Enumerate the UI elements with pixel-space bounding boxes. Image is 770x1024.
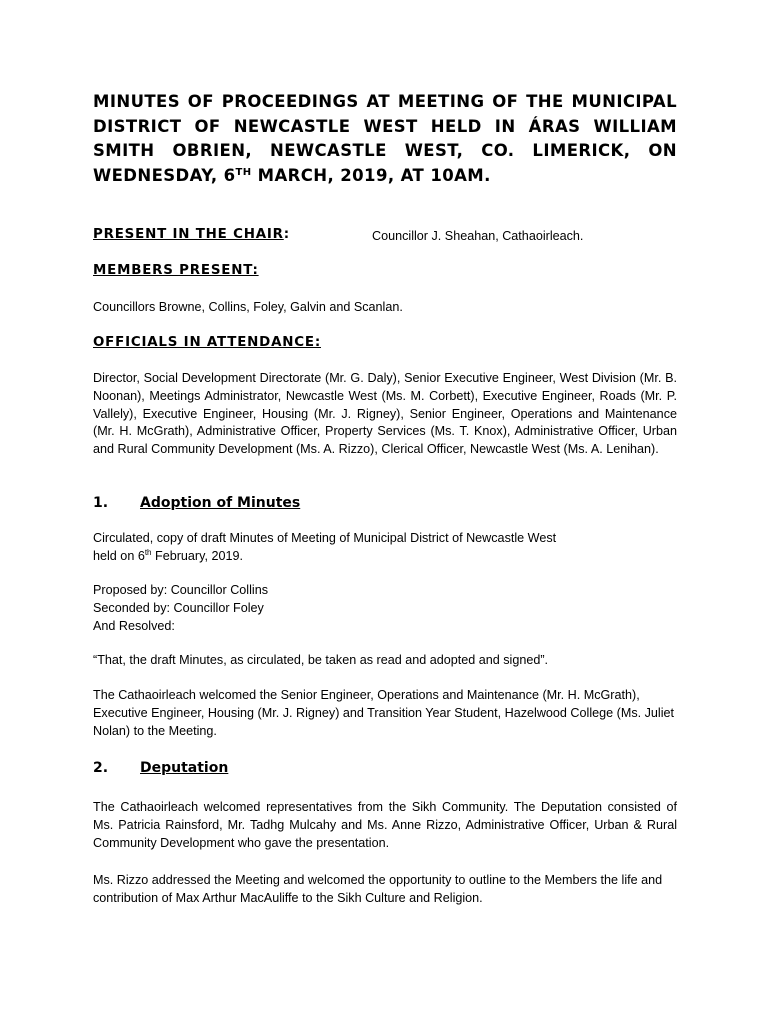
minutes-page <box>93 90 677 905</box>
welcome-text: The Cathaoirleach welcomed the Senior Engineer, Operations and Maintenance (Mr. H. McGrath), Executive Engineer, Housing (Mr. J. Rigney) and Transition Year Student, Hazelwood College (Ms. Juliet Nolan) to the Meeting. <box>93 688 675 738</box>
chair-row: PRESENT IN THE CHAIR: <box>93 227 290 242</box>
section2-heading <box>93 760 228 776</box>
officials-heading: OFFICIALS IN ATTENDANCE: <box>93 335 321 350</box>
officials-text: Director, Social Development Directorate (Mr. G. Daly), Senior Executive Engineer, West Division (Mr. B. Noonan), Meetings Administrator, Newcastle West (Ms. M. Corbett), Executive Engineer, Roads (Mr. P. Vallely), Executive Engineer, Housing (Mr. J. Rigney), Senior Engineer, Operations and Maintenance (Mr. H. McGrath), Administrative Officer, Property Services (Ms. T. Knox), Administrative Officer, Urban and Rural Community Development (Ms. A. Rizzo), Clerical Officer, Newcastle West (Ms. A. Lenihan). <box>93 371 677 457</box>
section2-number: 2. <box>93 760 109 776</box>
section2-title: Deputation <box>140 760 229 776</box>
section1-heading <box>93 495 300 511</box>
deputation-para-1: The Cathaoirleach welcomed representatives from the Sikh Community. The Deputation consisted of Ms. Patricia Rainsford, Mr. Tadhg Mulcahy and Ms. Anne Rizzo, Administrative Officer, Urban & Rural Community Development who gave the presentation. <box>93 800 677 850</box>
and-resolved: And Resolved: <box>93 618 175 633</box>
chair-value: Councillor J. Sheahan, Cathaoirleach. <box>372 229 584 243</box>
proposed-by: Proposed by: Councillor Collins <box>93 583 268 597</box>
chair-heading: PRESENT IN THE CHAIR <box>93 227 284 242</box>
members-text: Councillors Browne, Collins, Foley, Galvin and Scanlan. <box>93 300 403 314</box>
resolution-quote: “That, the draft Minutes, as circulated, be taken as read and adopted and signed”. <box>93 653 549 667</box>
document-title: MINUTES OF PROCEEDINGS AT MEETING OF THE MUNICIPAL DISTRICT OF NEWCASTLE WEST HELD IN ÁRAS WILLIAM SMITH OBRIEN, NEWCASTLE WEST, CO. LIMERICK, ON WEDNESDAY, 6TH MARCH, 2019, AT 10AM. <box>93 92 677 185</box>
motion-block <box>93 582 677 635</box>
section1-title: Adoption of Minutes <box>140 495 301 511</box>
seconded-by: Seconded by: Councillor Foley <box>93 600 264 615</box>
section1-number: 1. <box>93 495 109 511</box>
circulated-text: Circulated, copy of draft Minutes of Meeting of Municipal District of Newcastle West held on 6th February, 2019. <box>93 531 557 563</box>
members-heading: MEMBERS PRESENT: <box>93 263 259 278</box>
deputation-para-2: Ms. Rizzo addressed the Meeting and welcomed the opportunity to outline to the Members the life and contribution of Max Arthur MacAuliffe to the Sikh Culture and Religion. <box>93 873 663 905</box>
